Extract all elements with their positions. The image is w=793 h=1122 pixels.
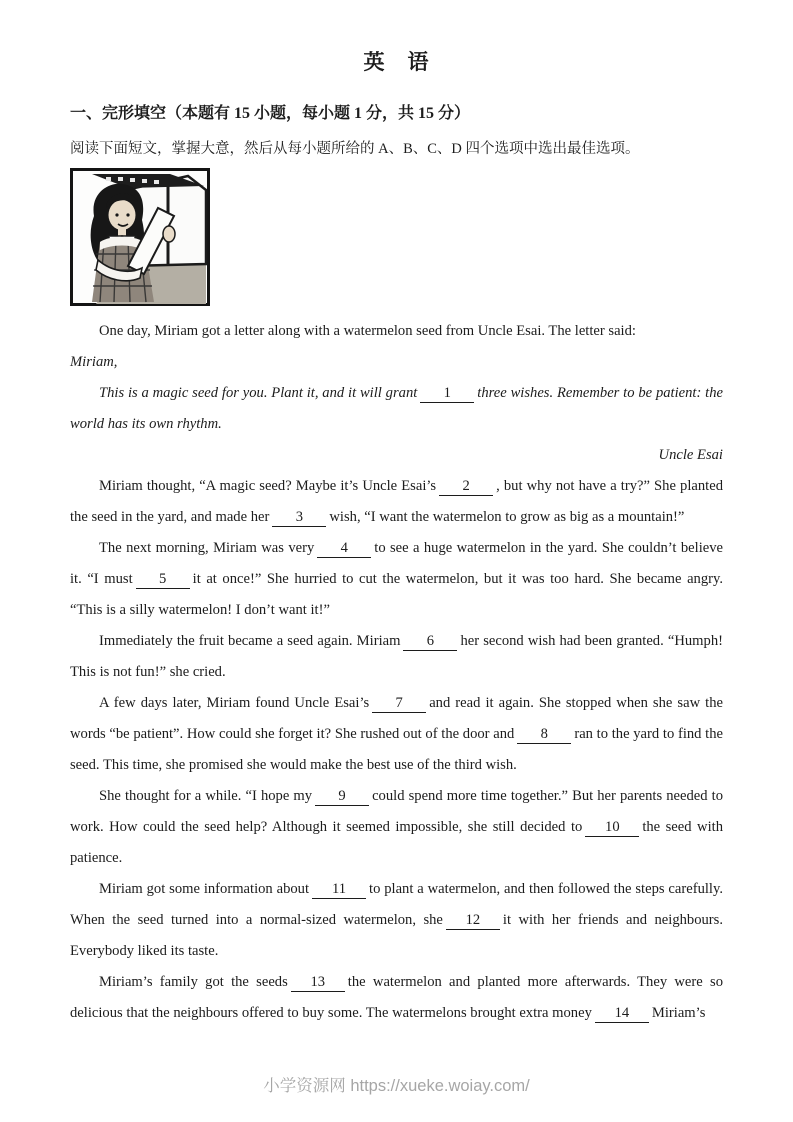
cloze-blank-4: 4 (317, 540, 371, 558)
passage-paragraph: Miriam thought, “A magic seed? Maybe it’s Uncle Esai’s 2 , but why not have a try?” She planted the seed in the yard, and made her 3 wish, “I want the watermelon to grow as big as a mountain!” (70, 478, 723, 525)
cloze-blank-3: 3 (272, 509, 326, 527)
passage-paragraph: Miriam, (70, 354, 118, 370)
passage-paragraph: One day, Miriam got a letter along with a watermelon seed from Uncle Esai. The letter said: (99, 323, 636, 339)
cloze-blank-6: 6 (403, 633, 457, 651)
cloze-blank-2: 2 (439, 478, 493, 496)
cloze-blank-11: 11 (312, 881, 366, 899)
passage-paragraph: Miriam’s family got the seeds 13 the watermelon and planted more afterwards. They were so delicious that the neighbours offered to buy some. The watermelons brought extra money 14 Miriam’s (70, 974, 723, 1021)
passage-paragraph: Uncle Esai (658, 447, 723, 463)
cloze-blank-14: 14 (595, 1005, 649, 1023)
girl-reading-letter-illustration (70, 168, 210, 306)
footer-watermark: 小学资源网 https://xueke.woiay.com/ (263, 1077, 530, 1095)
passage-paragraph: Miriam got some information about 11 to plant a watermelon, and then followed the steps carefully. When the seed turned into a normal-sized watermelon, she 12 it with her friends and neighbours. Everybody liked its taste. (70, 881, 723, 959)
cloze-blank-8: 8 (517, 726, 571, 744)
passage-paragraph: Immediately the fruit became a seed again. Miriam 6 her second wish had been granted. “Humph! This is not fun!” she cried. (70, 633, 723, 680)
passage (70, 316, 723, 1029)
passage-paragraph: She thought for a while. “I hope my 9 could spend more time together.” But her parents needed to work. How could the seed help? Although it seemed impossible, she still decided to 10 the seed with patience. (70, 788, 723, 866)
cloze-blank-1: 1 (420, 385, 474, 403)
passage-paragraph: The next morning, Miriam was very 4 to see a huge watermelon in the yard. She couldn’t believe it. “I must 5 it at once!” She hurried to cut the watermelon, but it was too hard. She became angry. “This is a silly watermelon! I don’t want it!” (70, 540, 724, 618)
section-instructions: 阅读下面短文，掌握大意，然后从每小题所给的 A、B、C、D 四个选项中选出最佳选项。 (70, 141, 640, 157)
passage-paragraph: A few days later, Miriam found Uncle Esai’s 7 and read it again. She stopped when she saw the words “be patient”. How could she forget it? She rushed out of the door and 8 ran to the yard to find the seed. This time, she promised she would make the best use of the third wish. (70, 695, 723, 773)
page-title: 英 语 (363, 50, 430, 74)
cloze-blank-5: 5 (136, 571, 190, 589)
passage-paragraph: This is a magic seed for you. Plant it, and it will grant 1 three wishes. Remember to be patient: the world has its own rhythm. (70, 385, 723, 432)
cloze-blank-10: 10 (585, 819, 639, 837)
cloze-blank-13: 13 (291, 974, 345, 992)
cloze-blank-9: 9 (315, 788, 369, 806)
cloze-blank-12: 12 (446, 912, 500, 930)
cloze-blank-7: 7 (372, 695, 426, 713)
section-heading: 一、完形填空（本题有 15 小题，每小题 1 分，共 15 分） (70, 105, 471, 122)
